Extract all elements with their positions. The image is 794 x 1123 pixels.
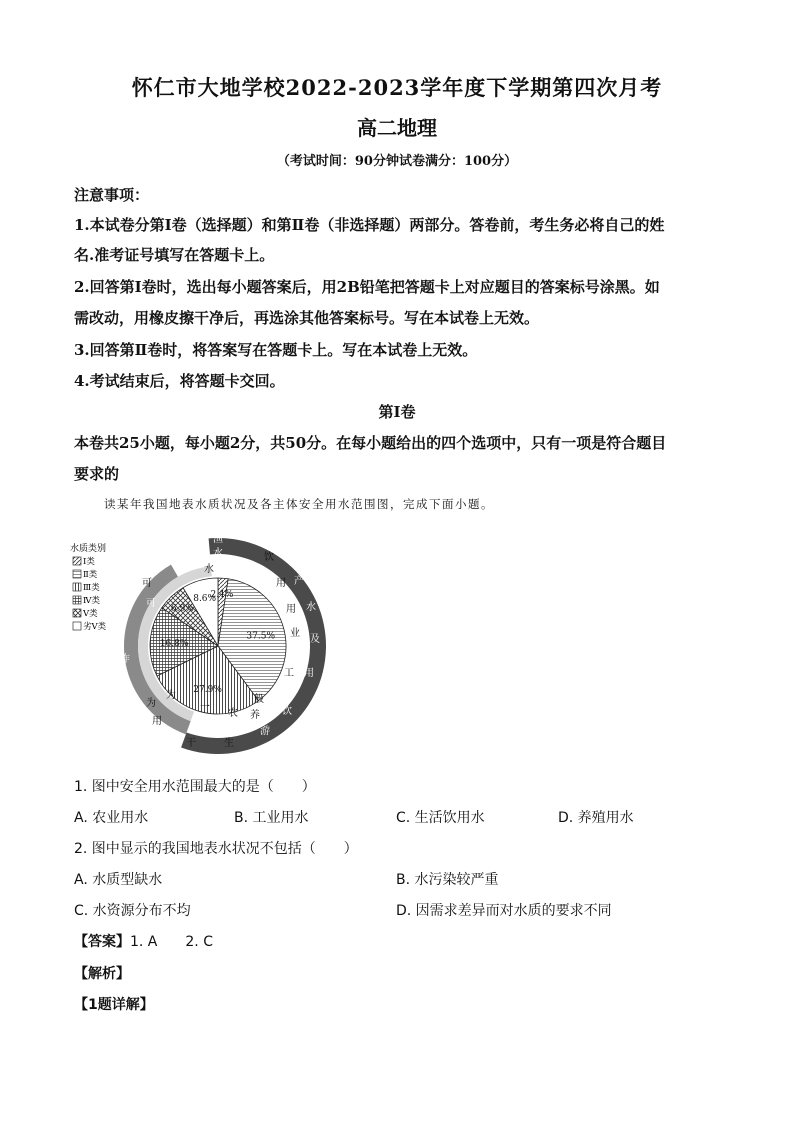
ring-label: 水 — [213, 548, 223, 559]
ring-label: 用 — [304, 668, 314, 679]
ring-label: 生 — [224, 738, 234, 749]
ring-label: 用 — [276, 578, 286, 589]
pie-value-label: 16.8% — [159, 638, 189, 649]
ring-label: 可 — [146, 598, 156, 609]
document-title: 怀仁市大地学校2022-2023学年度下学期第四次月考 — [131, 75, 663, 100]
note-2-line-2: 需改动，用橡皮擦干净后，再选涂其他答案标号。写在本试卷上无效。 — [74, 309, 540, 327]
note-1-line-2: 名.准考证号填写在答题卡上。 — [74, 246, 275, 264]
ring-label: 干 — [186, 738, 196, 749]
pie-value-label: 8.6% — [193, 593, 217, 604]
ring-label: 饮 — [264, 552, 274, 563]
notes-heading: 注意事项： — [74, 186, 150, 204]
note-4: 4.考试结束后，将答题卡交回。 — [74, 372, 285, 390]
note-2-line-1: 2.回答第Ⅰ卷时，选出每小题答案后，用2B铅笔把答题卡上对应题目的答案标号涂黑。如 — [74, 278, 660, 296]
legend — [73, 556, 107, 632]
section-desc-line-1: 本卷共25小题，每小题2分，共50分。在每小题给出的四个选项中，只有一项是符合题目 — [74, 434, 667, 452]
ring-label: 作 — [120, 654, 130, 665]
answer-label: 【答案】 — [74, 934, 130, 950]
pie-value-label: 6.9% — [170, 604, 194, 615]
subject-title: 高二地理 — [357, 116, 437, 140]
q2-option-a: A. 水质型缺水 — [74, 872, 163, 888]
legend-class-4: Ⅳ类 — [83, 596, 100, 606]
ring-label: 水 — [204, 564, 214, 575]
exam-info: （考试时间：90分钟试卷满分：100分） — [276, 154, 518, 169]
figure-intro: 读某年我国地表水质状况及各主体安全用水范围图，完成下面小题。 — [104, 497, 494, 511]
ring-label: 农 — [228, 708, 238, 719]
ring-label: 工 — [284, 668, 294, 679]
answer-line — [74, 931, 213, 951]
ring-label: 水 — [306, 602, 316, 613]
ring-label: 饮 — [282, 706, 292, 717]
pie-value-label: 27.9% — [193, 684, 222, 695]
q1-option-a: A. 农业用水 — [74, 810, 149, 826]
ring-label: 游 — [260, 726, 270, 737]
ring-label: 般 — [254, 694, 264, 705]
ring-label: 为 — [146, 698, 156, 709]
section-desc-line-2: 要求的 — [74, 465, 120, 483]
q1-option-c: C. 生活饮用水 — [396, 810, 485, 826]
section-title: 第Ⅰ卷 — [378, 403, 416, 421]
ring-label: 可 — [142, 578, 152, 589]
q2-option-c: C. 水资源分布不均 — [74, 903, 191, 919]
pie-value-label: 37.5% — [246, 631, 276, 642]
q1-option-b: B. 工业用水 — [234, 810, 309, 826]
answer-text: 1. A 2. C — [130, 934, 213, 950]
ring-label: 可 — [126, 698, 136, 709]
ring-label: 渔 — [213, 534, 223, 545]
question-1: 1. 图中安全用水范围最大的是（ ） — [74, 779, 316, 795]
legend-class-6: 劣Ⅴ类 — [83, 622, 107, 632]
q1-option-d: D. 养殖用水 — [558, 810, 634, 826]
legend-class-2: Ⅱ类 — [83, 570, 98, 580]
ring-label: 养 — [250, 710, 260, 721]
note-1-line-1: 1.本试卷分第Ⅰ卷（选择题）和第Ⅱ卷（非选择题）两部分。答卷前，考生务必将自己的姓 — [74, 216, 665, 234]
ring-label: 一 — [200, 702, 210, 713]
ring-label: 为 — [166, 690, 176, 701]
ring-label: 用 — [152, 716, 162, 727]
analysis-label: 【解析】 — [74, 966, 130, 982]
q2-option-b: B. 水污染较严重 — [396, 872, 499, 888]
pie-value-label: 2.4% — [210, 590, 234, 601]
legend-class-5: Ⅴ类 — [83, 609, 98, 619]
water-quality-figure — [68, 528, 338, 760]
q2-option-d: D. 因需求差异而对水质的要求不同 — [396, 903, 612, 919]
detail-label: 【1题详解】 — [74, 997, 154, 1013]
legend-title: 水质类别 — [70, 544, 107, 554]
legend-class-1: Ⅰ类 — [83, 557, 95, 567]
ring-label: 用 — [286, 604, 296, 615]
legend-class-3: Ⅲ类 — [83, 583, 100, 593]
note-3: 3.回答第Ⅱ卷时，将答案写在答题卡上。写在本试卷上无效。 — [74, 341, 478, 359]
question-2: 2. 图中显示的我国地表水状况不包括（ ） — [74, 841, 358, 857]
ring-label: 产 — [294, 576, 304, 587]
ring-label: 业 — [290, 628, 300, 639]
ring-label: 及 — [310, 634, 320, 645]
